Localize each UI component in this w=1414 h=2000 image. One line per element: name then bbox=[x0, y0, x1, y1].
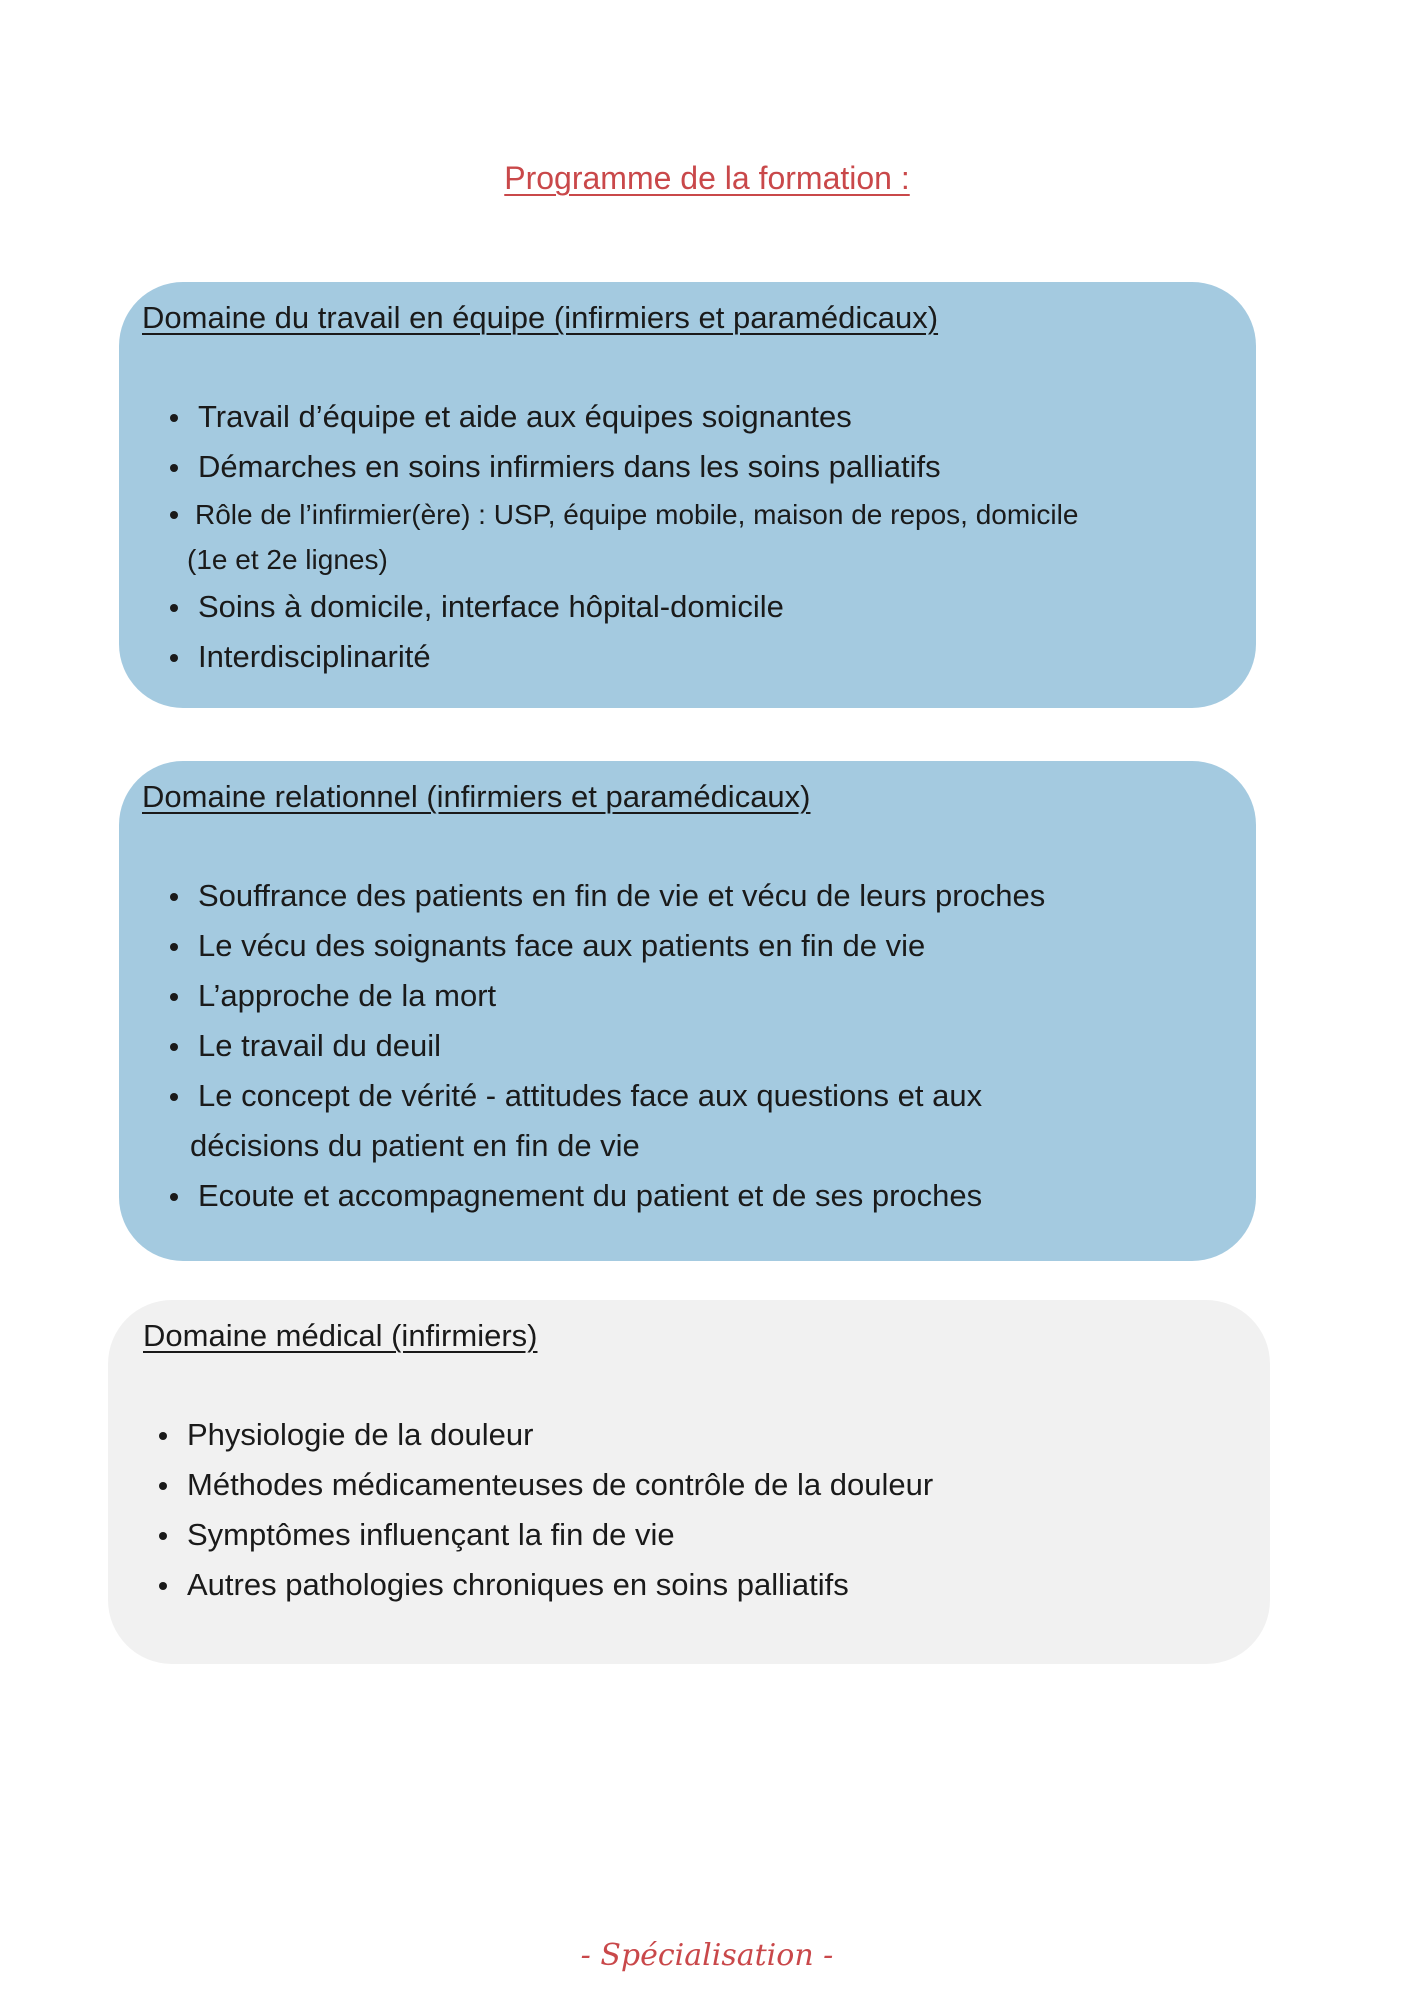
footer-label: - Spécialisation - bbox=[580, 1938, 834, 1973]
section-heading: Domaine médical (infirmiers) bbox=[143, 1318, 538, 1353]
list-item: Interdisciplinarité bbox=[167, 632, 1216, 682]
list-item: Souffrance des patients en fin de vie et vécu de leurs proches bbox=[167, 871, 1216, 921]
list-item: Le travail du deuil bbox=[167, 1021, 1216, 1071]
section-medical bbox=[108, 1300, 1270, 1664]
list-item: L’approche de la mort bbox=[167, 971, 1216, 1021]
list-item: Méthodes médicamenteuses de contrôle de la douleur bbox=[156, 1460, 1230, 1510]
list-item: Le vécu des soignants face aux patients en fin de vie bbox=[167, 921, 1216, 971]
list-item: Soins à domicile, interface hôpital-domicile bbox=[167, 582, 1216, 632]
topic-list bbox=[142, 392, 1216, 682]
section-team-work bbox=[119, 282, 1256, 708]
section-heading: Domaine relationnel (infirmiers et paramédicaux) bbox=[142, 779, 811, 814]
section-relational bbox=[119, 761, 1256, 1261]
topic-list bbox=[143, 1410, 1230, 1610]
list-item: Le concept de vérité - attitudes face aux questions et aux décisions du patient en fin de vie bbox=[167, 1071, 1216, 1171]
list-item: Physiologie de la douleur bbox=[156, 1410, 1230, 1460]
list-item: Démarches en soins infirmiers dans les soins palliatifs bbox=[167, 442, 1216, 492]
topic-list bbox=[142, 871, 1216, 1221]
page-title: Programme de la formation : bbox=[504, 160, 910, 196]
list-item: Ecoute et accompagnement du patient et de ses proches bbox=[167, 1171, 1216, 1221]
section-heading: Domaine du travail en équipe (infirmiers et paramédicaux) bbox=[142, 300, 939, 335]
list-item: Travail d’équipe et aide aux équipes soignantes bbox=[167, 392, 1216, 442]
list-item: Autres pathologies chroniques en soins palliatifs bbox=[156, 1560, 1230, 1610]
list-item: Symptômes influençant la fin de vie bbox=[156, 1510, 1230, 1560]
list-item: Rôle de l’infirmier(ère) : USP, équipe mobile, maison de repos, domicile (1e et 2e lignes) bbox=[167, 492, 1216, 582]
